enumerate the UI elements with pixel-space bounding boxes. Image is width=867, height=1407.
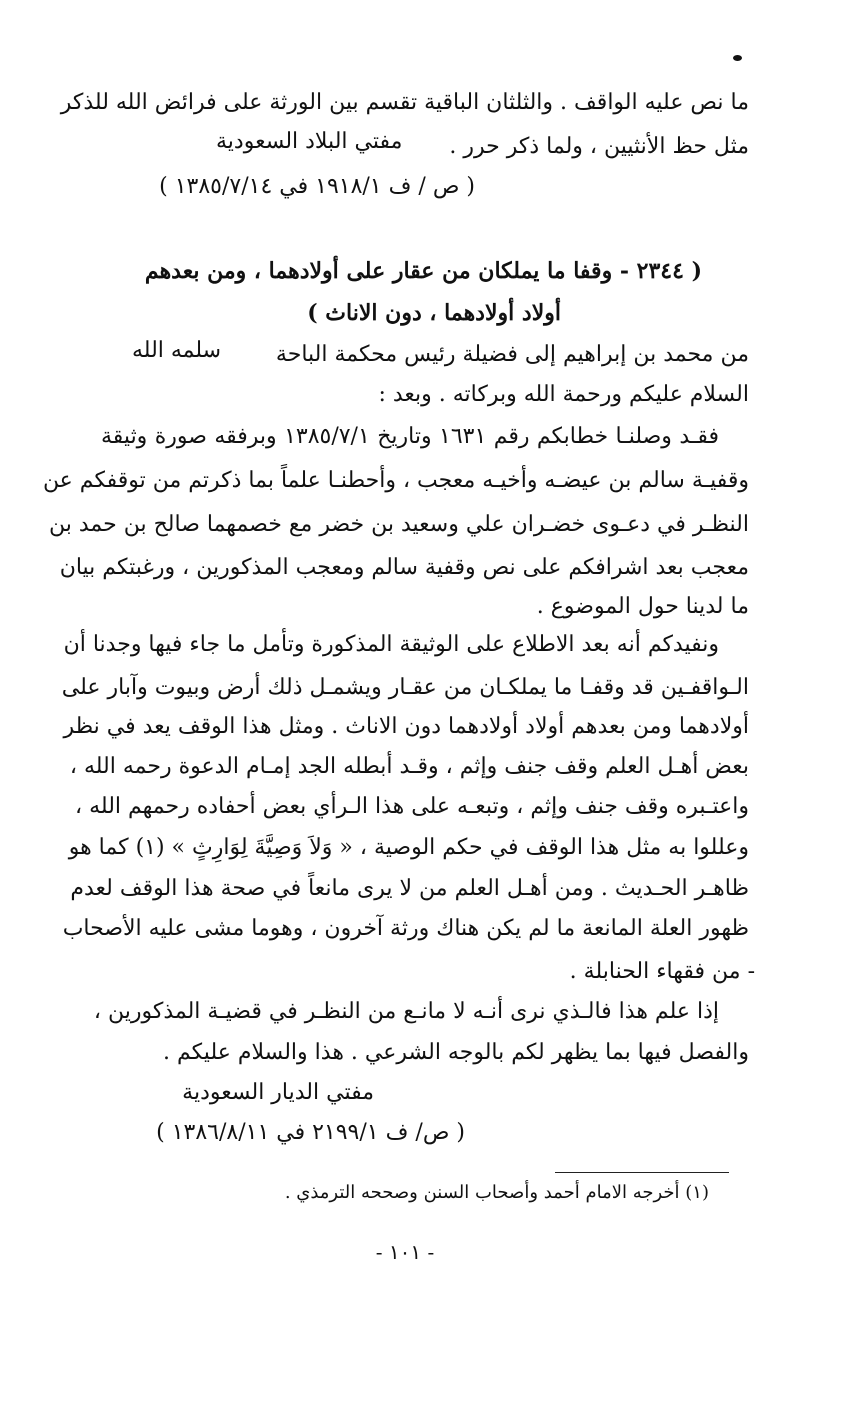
letter-greeting-right: سلمه الله [132,338,222,363]
heading-line-2: أولاد أولادهما ، دون الاناث ) [307,300,561,326]
p3-line-2: والفصل فيها بما يظهر لكم بالوجه الشرعي . هذا والسلام عليكم . [163,1040,749,1065]
letter-salutation: السلام عليكم ورحمة الله وبركاته . وبعد : [378,382,749,407]
p2-line-5: واعتـبره وقف جنف وإثم ، وتبعـه على هذا الـرأي بعض أحفاده رحمهم الله ، [75,794,749,819]
p2-line-9: - من فقهاء الحنابلة . [569,959,755,984]
p2-line-4: بعض أهـل العلم وقف جنف وإثم ، وقـد أبطله الجد إمـام الدعوة رحمه الله ، [69,754,749,779]
p3-line-1: إذا علم هذا فالـذي نرى أنـه لا مانـع من النظـر في قضيـة المذكورين ، [93,999,719,1024]
p2-line-3: أولادهما ومن بعدهم أولاد أولادهما دون الاناث . ومثل هذا الوقف يعد في نظر [63,714,749,739]
p2-line-1: ونفيدكم أنه بعد الاطلاع على الوثيقة المذكورة وتأمل ما جاء فيها وجدنا أن [63,632,719,657]
ink-dot [733,55,742,61]
top-reference: ( ص / ف ١٩١٨/١ في ١٣٨٥/٧/١٤ ) [159,174,475,199]
p1-line-1: فقـد وصلنـا خطابكم رقم ١٦٣١ وتاريخ ١٣٨٥/٧/١ وبرفقه صورة وثيقة [101,424,719,449]
footnote-rule [555,1172,729,1173]
p2-line-8: ظهور العلة المانعة ما لم يكن هناك ورثة آخرون ، وهوما مشى عليه الأصحاب [62,916,749,941]
top-line-2: مثل حظ الأنثيين ، ولما ذكر حرر . [449,134,749,159]
p1-line-2: وقفيـة سالم بن عيضـه وأخيـه معجب ، وأحطنـا علماً بما ذكرتم من توقفكم عن [42,468,749,493]
p2-line-6: وعللوا به مثل هذا الوقف في حكم الوصية ، « وَلاَ وَصِيَّةَ لِوَارِثٍ » (١) كما هو [68,835,749,860]
heading-line-1: ( ٢٣٤٤ - وقفا ما يملكان من عقار على أولادهما ، ومن بعدهم [144,258,702,284]
p2-line-2: الـواقفـين قد وقفـا ما يملكـان من عقـار ويشمـل ذلك أرض وبيوت وآبار على [61,675,749,700]
letter-reference: ( ص/ ف ٢١٩٩/١ في ١٣٨٦/٨/١١ ) [156,1120,465,1145]
top-line-1: ما نص عليه الواقف . والثلثان الباقية تقسم بين الورثة على فرائض الله للذكر [60,90,749,115]
p1-line-3: النظـر في دعـوى خضـران علي وسعيد بن خضر مع خصمهما صالح بن حمد بن [49,512,749,537]
p1-line-4: معجب بعد اشرافكم على نص وقفية سالم ومعجب المذكورين ، ورغبتكم بيان [59,555,749,580]
p2-line-7: ظاهـر الحـديث . ومن أهـل العلم من لا يرى مانعاً في صحة هذا الوقف لعدم [70,876,749,901]
page-number: - ١٠١ - [375,1240,435,1264]
footnote: (١) أخرجه الامام أحمد وأصحاب السنن وصححه الترمذي . [284,1182,709,1203]
letter-from-line: من محمد بن إبراهيم إلى فضيلة رئيس محكمة الباحة [275,342,749,367]
top-signature: مفتي البلاد السعودية [216,129,403,154]
p1-line-5: ما لدينا حول الموضوع . [536,594,749,619]
letter-signature: مفتي الديار السعودية [182,1080,374,1105]
